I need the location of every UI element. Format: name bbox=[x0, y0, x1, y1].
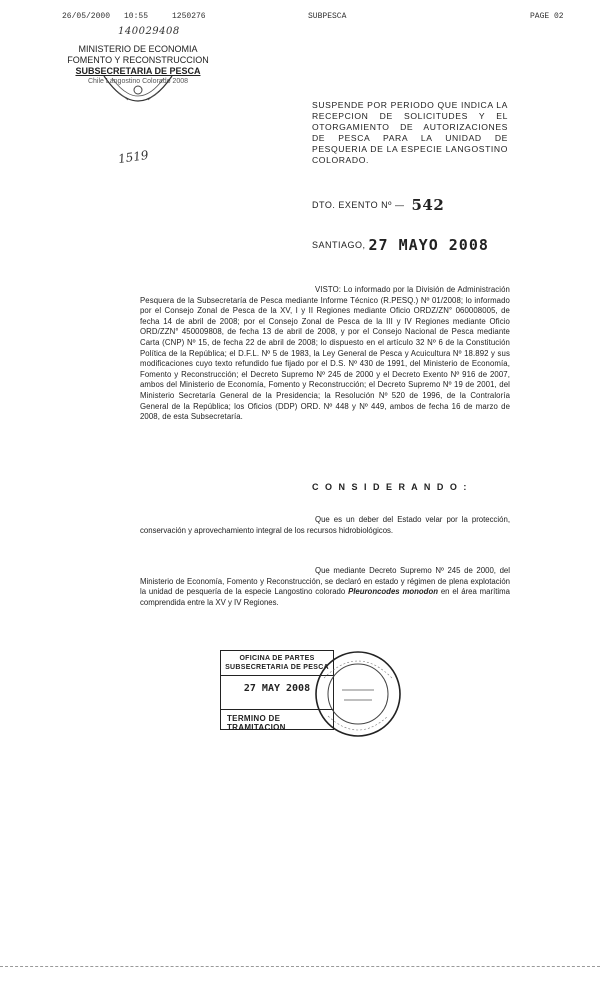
paragraph-2-text: Que mediante Decreto Supremo Nº 245 de 2000, del Ministerio de Economía, Fomento y Reconstrucción, se declaró en estado y régimen de plena explotación la unidad de pesquería de la especie Langostino colorado bbox=[140, 566, 510, 597]
decree-number: 542 bbox=[411, 196, 445, 214]
fax-header bbox=[0, 12, 600, 24]
considerando-heading: C O N S I D E R A N D O : bbox=[312, 482, 469, 492]
decree-subject: SUSPENDE POR PERIODO QUE INDICA LA RECEPCION DE SOLICITUDES Y EL OTORGAMIENTO DE AUTORIZACIONES DE PESCA PARA LA UNIDAD DE PESQUERIA DE LA ESPECIE LANGOSTINO COLORADO. bbox=[312, 100, 508, 165]
ministry-line-1: MINISTERIO DE ECONOMIA bbox=[78, 44, 198, 54]
stamp-date: 27 MAY 2008 bbox=[243, 683, 311, 694]
considerando-paragraph-2 bbox=[140, 566, 510, 608]
fax-date: 26/05/2000 bbox=[62, 12, 111, 21]
fax-page: PAGE 02 bbox=[530, 12, 564, 21]
handwritten-document-number: 140029408 bbox=[118, 26, 180, 37]
fax-time: 10:55 bbox=[124, 12, 149, 21]
decree-number-line bbox=[312, 194, 444, 212]
date-line bbox=[312, 234, 489, 252]
visto-paragraph bbox=[140, 285, 510, 423]
page-bottom-rule bbox=[0, 966, 600, 967]
ministry-line-3: SUBSECRETARIA DE PESCA bbox=[75, 66, 201, 76]
considerando-paragraph-1 bbox=[140, 515, 510, 536]
visto-label: VISTO: bbox=[315, 285, 342, 294]
ministry-line-4: Chile Langostino Colorado 2008 bbox=[87, 78, 189, 85]
visto-text: Lo informado por la División de Administración Pesquera de la Subsecretaría de Pesca mediante Informe Técnico (R.PESQ.) Nº 01/2008; lo informado por el Consejo Zonal de Pesca de la XV, I y II Regiones mediante Oficio ORDZ/ZN° 060008005, de fecha 14 de abril de 2008; por el Consejo Zonal de Pesca de la III y IV Regiones mediante Oficio ORD/ZZN° 450009808, de fecha 13 de abril de 2008, y por el Consejo Nacional de Pesca mediante Carta (CNP) Nº 15, de fecha 22 de abril de 2008; lo dispuesto en el artículo 32 Nº 6 de la Constitución Política de la República; el D.F.L. Nº 5 de 1983, la Ley General de Pesca y Acuicultura Nº 18.892 y sus modificaciones cuyo texto refundido fue fijado por el D.S. Nº 430 de 1991, del Ministerio de Economía, Fomento y Reconstrucción; el Decreto Supremo Nº 245 de 2000 y el Decreto Exento Nº 916 de 2007, ambos del Ministerio de Economía, Fomento y Reconstrucción; el Decreto Supremo Nº 19 de 2001, del Ministerio Secretaría General de la Presidencia; la Resolución Nº 520 de 1996, de la Contraloría General de la República; los Oficios (DDP) ORD. Nº 448 y Nº 449, ambos de fecha 16 de marzo de 2008, de esta Subsecretaría. bbox=[140, 285, 510, 422]
fax-number: 1250276 bbox=[172, 12, 206, 21]
handwritten-margin-note: 1519 bbox=[117, 147, 150, 167]
paragraph-2-tail: en el área marítima comprendida entre la XV y IV Regiones. bbox=[140, 587, 510, 607]
species-name: Pleuroncodes monodon bbox=[348, 587, 438, 597]
paragraph-1-text: Que es un deber del Estado velar por la protección, conservación y aprovechamiento integral de los recursos hidrobiológicos. bbox=[140, 515, 510, 535]
ministry-seal-icon bbox=[98, 66, 178, 122]
stamp-agency: SUBSECRETARIA DE PESCA bbox=[225, 664, 329, 671]
decree-label: DTO. EXENTO Nº — bbox=[312, 200, 405, 210]
stamp-office: OFICINA DE PARTES bbox=[239, 655, 315, 662]
fax-sender: SUBPESCA bbox=[308, 12, 347, 21]
stamp-footer: TERMINO DE TRAMITACION bbox=[227, 714, 286, 732]
ministry-line-2: FOMENTO Y RECONSTRUCCION bbox=[67, 55, 209, 65]
round-seal-icon bbox=[306, 646, 406, 742]
date-stamp: 27 MAYO 2008 bbox=[368, 236, 489, 254]
date-place: SANTIAGO, bbox=[312, 240, 366, 250]
